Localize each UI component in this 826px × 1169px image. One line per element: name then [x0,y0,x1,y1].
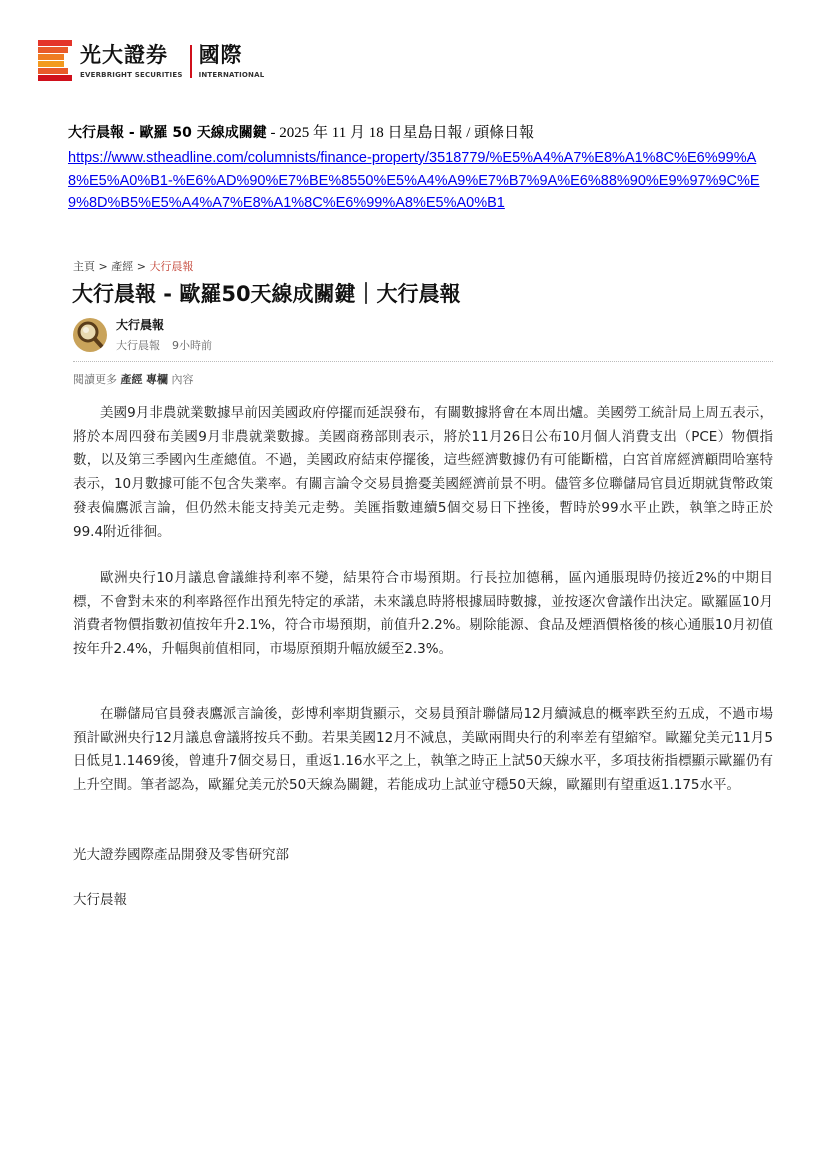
breadcrumb-separator: > [133,260,150,273]
everbright-logo-icon [38,40,72,82]
breadcrumb-separator: > [95,260,112,273]
headline-source: - 2025 年 11 月 18 日星島日報 / 頭條日報 [266,125,535,141]
divider [73,361,773,362]
author-column: 大行晨報 [116,339,160,352]
signature-column: 大行晨報 [73,892,127,908]
breadcrumb [73,258,193,274]
breadcrumb-current[interactable]: 大行晨報 [149,260,194,273]
company-logo [38,40,264,82]
logo-chinese-intl: 國際 [198,42,243,67]
document-headline [68,121,778,142]
author-avatar[interactable] [73,318,107,352]
logo-chinese-name: 光大證券 [80,42,168,67]
breadcrumb-section[interactable]: 產經 [111,260,134,273]
logo-english-name: EVERBRIGHT SECURITIES [80,70,183,79]
headline-title: 大行晨報 - 歐羅 50 天線成關鍵 [68,125,267,141]
breadcrumb-home[interactable]: 主頁 [73,260,95,273]
article-paragraph: 歐洲央行10月議息會議維持利率不變，結果符合市場預期。行長拉加德稱，區內通脹現時仍接近2%的中期目標，不會對未來的利率路徑作出預先特定的承諾，未來議息時將根據屆時數據，並按逐次會議作出決定。歐羅區10月消費者物價指數初值按年升2.1%，符合市場預期，前值升2.2%。剔除能源、食品及煙酒價格後的核心通脹10月初值按年升2.4%，升幅與前值相同，市場原預期升幅放緩至2.3%。 [73,570,773,658]
logo-english-intl: INTERNATIONAL [198,70,265,79]
article-paragraph: 美國9月非農就業數據早前因美國政府停擺而延誤發布，有關數據將會在本周出爐。美國勞工統計局上周五表示，將於本周四發布美國9月非農就業數據。美國商務部則表示，將於11月26日公布10月個人消費支出（PCE）物價指數，以及第三季國內生產總值。不過，美國政府結束停擺後，這些經濟數據仍有可能斷檔，白宮首席經濟顧問哈塞特表示，10月數據可能不包含失業率。有關言論令交易員擔憂美國經濟前景不明。儘管多位聯儲局官員近期就貨幣政策發表偏鷹派言論，但仍然未能支持美元走勢。美匯指數連續5個交易日下挫後，暫時於99水平止跌，執筆之時正於99.4附近徘徊。 [73,405,773,540]
article-paragraph: 在聯儲局官員發表鷹派言論後，彭博利率期貨顯示，交易員預計聯儲局12月續減息的概率跌至約五成，不過市場預計歐洲央行12月議息會議將按兵不動。若果美國12月不減息，美歐兩間央行的利率差有望縮窄。歐羅兌美元11月5日低見1.1469後，曾連升7個交易日，重返1.16水平之上，執筆之時正上試50天線水平，多項技術指標顯示歐羅仍有上升空間。筆者認為，歐羅兌美元於50天線為關鍵，若能成功上試並守穩50天線，歐羅則有望重返1.175水平。 [73,706,773,794]
read-more-suffix: 內容 [168,373,194,386]
read-more-tag-finance[interactable]: 產經 [120,373,143,386]
read-more-tag-columns[interactable]: 專欄 [146,373,168,386]
article-title: 大行晨報 - 歐羅50天線成關鍵｜大行晨報 [72,282,461,306]
read-more [73,371,194,387]
read-more-prefix: 閱讀更多 [73,373,121,386]
logo-divider [190,45,192,78]
publish-time: 9小時前 [172,339,212,352]
source-url-link[interactable]: https://www.stheadline.com/columnists/finance-property/3518779/%E5%A4%A7%E8%A1%8C%E6%99%A8%E5%A0%B1-%E6%AD%90%E7%BE%8550%E5%A4%A9%E7%B7%9A%E6%88%90%E9%97%9C%E9%8D%B5%E5%A4%A7%E8%A1%8C%E6%99%A8%E5%A0%B1 [68,150,760,211]
author-name[interactable]: 大行晨報 [116,318,165,332]
author-block [73,316,224,353]
signature-department: 光大證券國際產品開發及零售研究部 [73,847,289,863]
magnifier-avatar-icon [73,318,107,352]
